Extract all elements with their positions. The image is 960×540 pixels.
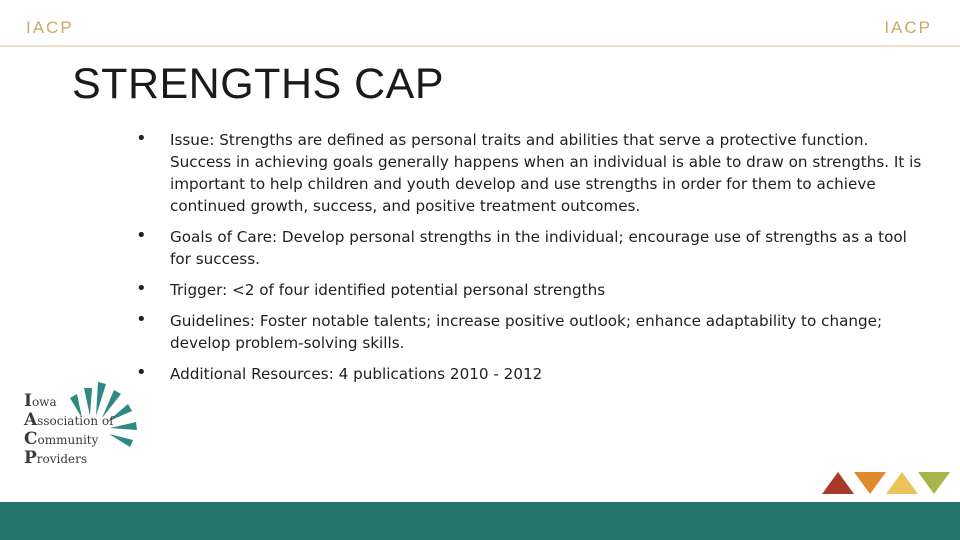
bullet-dot-icon: • [136,362,147,383]
bullet-dot-icon: • [136,128,147,149]
footer-bar [0,502,960,540]
bullet-issue [130,129,930,217]
bullet-dot-icon: • [136,309,147,330]
triangle-yellow [886,472,918,494]
bullet-list [130,129,930,394]
bullet-resources [130,363,930,385]
logo-wordmark: Iowa Association of Community Providers [24,391,114,468]
bullet-text: Trigger: <2 of four identified potential personal strengths [170,281,606,299]
triangle-orange [854,472,886,494]
bullet-text: Goals of Care: Develop personal strengths in the individual; encourage use of strengths as a tool for success. [170,228,907,268]
bullet-guidelines [130,310,930,354]
header-divider [0,45,960,47]
triangle-red [822,472,854,494]
header-brand-right: IACP [884,18,932,37]
header-brand-left: IACP [26,18,74,37]
bullet-dot-icon: • [136,225,147,246]
iacp-logo [22,378,152,468]
bullet-text: Issue: Strengths are defined as personal traits and abilities that serve a protective function. Success in achieving goals generally happens when an individual is able to draw on strengths. It is important to help children and youth develop and use strengths in order for them to achieve continued growth, success, and positive treatment outcomes. [170,131,922,215]
decorative-triangles [820,470,954,496]
triangle-green [918,472,950,494]
bullet-dot-icon: • [136,278,147,299]
bullet-text: Guidelines: Foster notable talents; increase positive outlook; enhance adaptability to change; develop problem-solving skills. [170,312,883,352]
bullet-text: Additional Resources: 4 publications 2010 - 2012 [170,365,543,383]
slide-title: STRENGTHS CAP [72,60,445,108]
bullet-goals [130,226,930,270]
bullet-trigger [130,279,930,301]
